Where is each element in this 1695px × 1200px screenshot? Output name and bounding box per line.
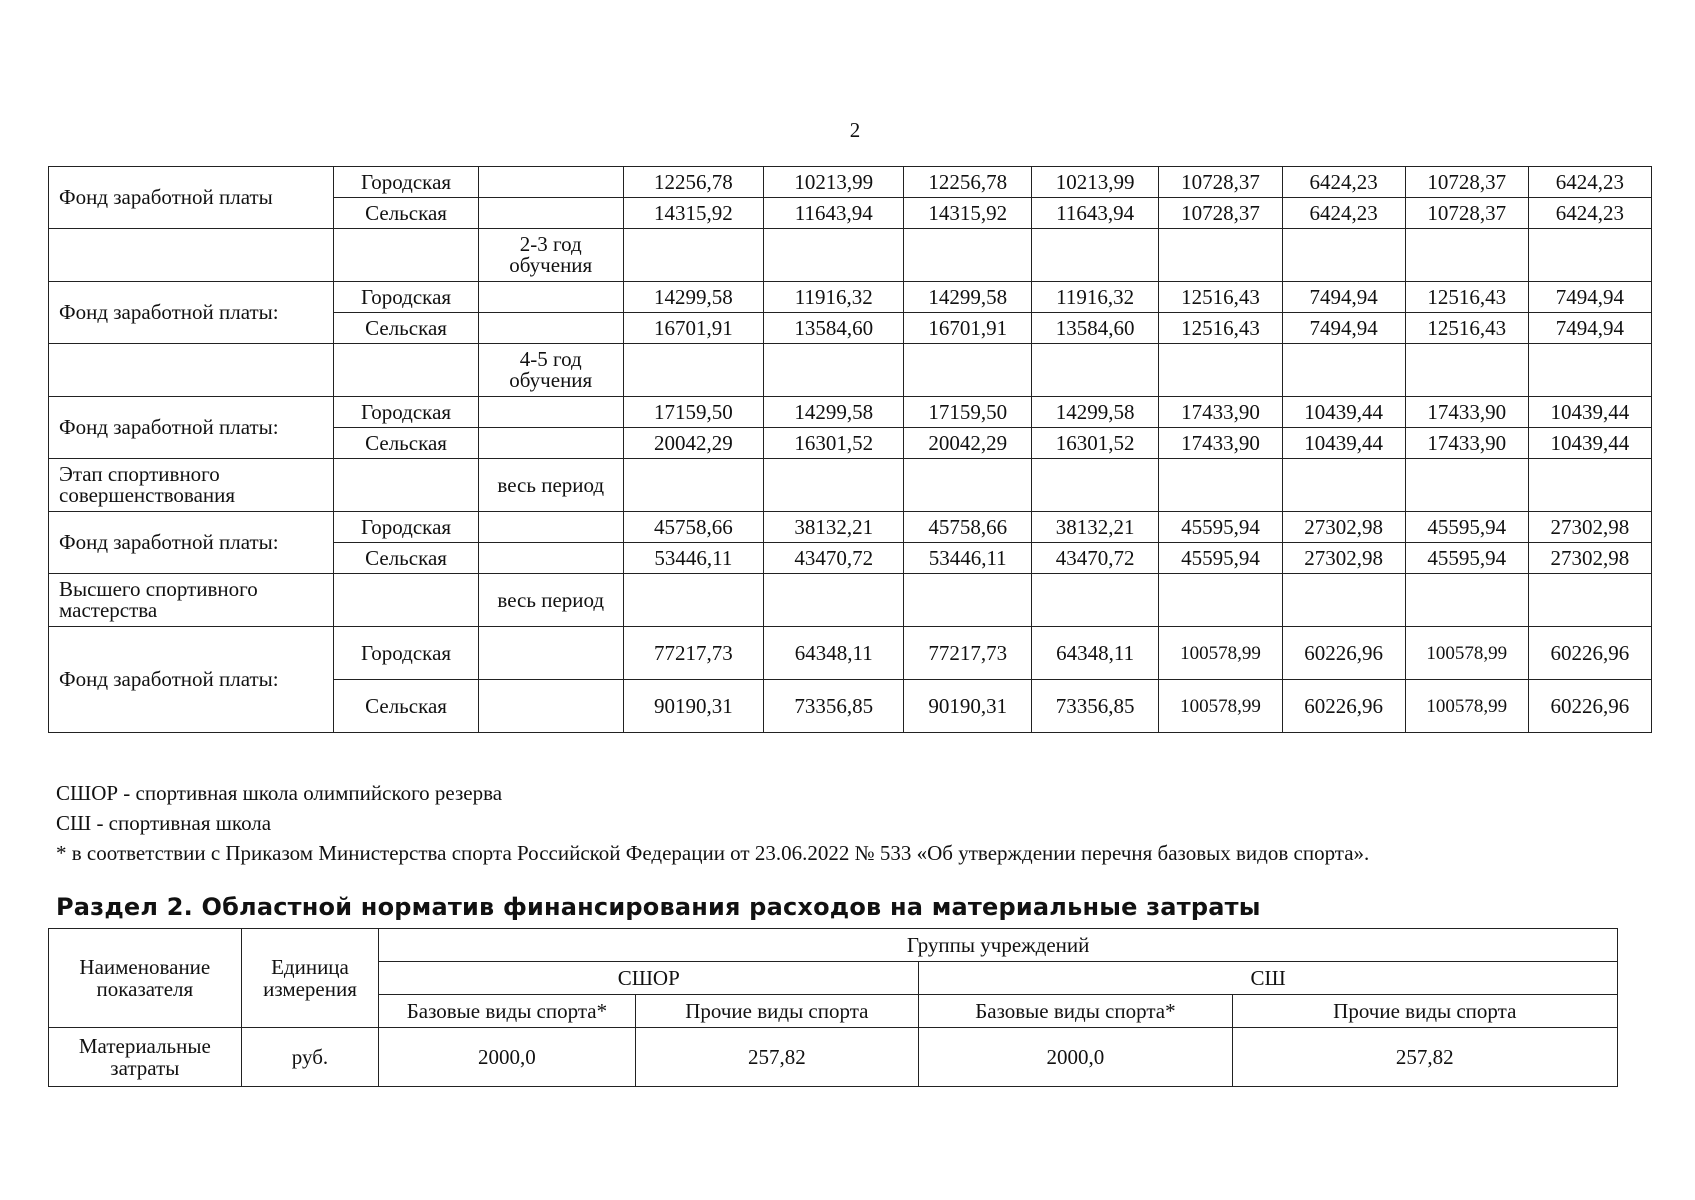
payroll-label: Фонд заработной платы: <box>49 282 334 344</box>
payroll-row <box>49 512 1652 543</box>
payroll-value: 16701,91 <box>623 313 763 344</box>
payroll-value: 14299,58 <box>623 282 763 313</box>
empty-cell <box>478 313 623 344</box>
area-type: Городская <box>334 282 479 313</box>
payroll-value: 53446,11 <box>623 543 763 574</box>
payroll-value: 20042,29 <box>904 428 1031 459</box>
area-type: Городская <box>334 627 479 680</box>
stage-row <box>49 574 1652 627</box>
stage-row <box>49 229 1652 282</box>
payroll-row <box>49 397 1652 428</box>
header-sshor-basic: Базовые виды спорта* <box>379 995 635 1028</box>
stage-period: 4-5 год обучения <box>478 344 623 397</box>
payroll-value: 60226,96 <box>1528 627 1651 680</box>
payroll-value: 17159,50 <box>904 397 1031 428</box>
payroll-value: 100578,99 <box>1405 680 1528 733</box>
payroll-value: 10439,44 <box>1528 397 1651 428</box>
empty-cell <box>1528 459 1651 512</box>
payroll-value: 6424,23 <box>1282 198 1405 229</box>
payroll-row <box>49 167 1652 198</box>
empty-cell <box>623 229 763 282</box>
payroll-value: 10213,99 <box>764 167 904 198</box>
header-ssh-basic: Базовые виды спорта* <box>919 995 1232 1028</box>
note-sshor: СШОР - спортивная школа олимпийского резерва <box>56 781 503 805</box>
empty-cell <box>764 459 904 512</box>
empty-cell <box>1159 229 1282 282</box>
payroll-value: 12256,78 <box>623 167 763 198</box>
empty-cell <box>623 344 763 397</box>
payroll-value: 17433,90 <box>1405 428 1528 459</box>
payroll-value: 43470,72 <box>1031 543 1158 574</box>
empty-cell <box>904 344 1031 397</box>
payroll-value: 11643,94 <box>1031 198 1158 229</box>
empty-cell <box>478 512 623 543</box>
payroll-row <box>49 282 1652 313</box>
area-type: Сельская <box>334 313 479 344</box>
payroll-value: 16701,91 <box>904 313 1031 344</box>
payroll-value: 90190,31 <box>904 680 1031 733</box>
payroll-value: 14299,58 <box>1031 397 1158 428</box>
payroll-value: 100578,99 <box>1159 680 1282 733</box>
payroll-value: 17433,90 <box>1159 428 1282 459</box>
row-value: 2000,0 <box>379 1028 635 1087</box>
empty-cell <box>478 282 623 313</box>
empty-cell <box>764 344 904 397</box>
empty-cell <box>904 574 1031 627</box>
page-number: 2 <box>849 118 861 142</box>
payroll-label: Фонд заработной платы <box>49 167 334 229</box>
empty-cell <box>478 167 623 198</box>
stage-label: Высшего спортивного мастерства <box>49 574 334 627</box>
payroll-value: 7494,94 <box>1282 313 1405 344</box>
empty-cell <box>1031 229 1158 282</box>
payroll-value: 20042,29 <box>623 428 763 459</box>
payroll-value: 7494,94 <box>1528 313 1651 344</box>
payroll-row <box>49 627 1652 680</box>
payroll-value: 11916,32 <box>1031 282 1158 313</box>
payroll-value: 73356,85 <box>1031 680 1158 733</box>
stage-period: весь период <box>478 574 623 627</box>
empty-cell <box>904 459 1031 512</box>
header-indicator-name: Наименование показателя <box>49 929 242 1028</box>
area-type: Городская <box>334 512 479 543</box>
payroll-value: 10728,37 <box>1405 198 1528 229</box>
payroll-value: 16301,52 <box>1031 428 1158 459</box>
empty-cell <box>1282 574 1405 627</box>
header-sshor: СШОР <box>379 962 919 995</box>
payroll-value: 11643,94 <box>764 198 904 229</box>
empty-cell <box>1159 344 1282 397</box>
payroll-value: 27302,98 <box>1282 543 1405 574</box>
row-value: 257,82 <box>635 1028 919 1087</box>
empty-cell <box>334 574 479 627</box>
payroll-value: 27302,98 <box>1528 512 1651 543</box>
payroll-value: 27302,98 <box>1282 512 1405 543</box>
empty-cell <box>1528 574 1651 627</box>
payroll-value: 12516,43 <box>1405 282 1528 313</box>
empty-cell <box>1528 229 1651 282</box>
payroll-value: 64348,11 <box>764 627 904 680</box>
empty-cell <box>1405 344 1528 397</box>
header-unit: Единица измерения <box>241 929 379 1028</box>
payroll-label: Фонд заработной платы: <box>49 627 334 733</box>
payroll-value: 7494,94 <box>1282 282 1405 313</box>
payroll-value: 10213,99 <box>1031 167 1158 198</box>
payroll-value: 13584,60 <box>764 313 904 344</box>
stage-period: 2-3 год обучения <box>478 229 623 282</box>
payroll-value: 14299,58 <box>764 397 904 428</box>
empty-cell <box>478 428 623 459</box>
payroll-value: 45758,66 <box>904 512 1031 543</box>
empty-cell <box>1031 344 1158 397</box>
payroll-value: 17159,50 <box>623 397 763 428</box>
payroll-table <box>48 166 1652 733</box>
empty-cell <box>1031 459 1158 512</box>
payroll-value: 10439,44 <box>1282 397 1405 428</box>
payroll-value: 77217,73 <box>904 627 1031 680</box>
payroll-value: 12256,78 <box>904 167 1031 198</box>
payroll-value: 90190,31 <box>623 680 763 733</box>
payroll-value: 12516,43 <box>1159 313 1282 344</box>
payroll-label: Фонд заработной платы: <box>49 512 334 574</box>
payroll-value: 38132,21 <box>764 512 904 543</box>
header-ssh: СШ <box>919 962 1618 995</box>
empty-cell <box>334 459 479 512</box>
payroll-value: 64348,11 <box>1031 627 1158 680</box>
header-sshor-other: Прочие виды спорта <box>635 995 919 1028</box>
payroll-value: 100578,99 <box>1405 627 1528 680</box>
payroll-value: 10728,37 <box>1159 167 1282 198</box>
empty-cell <box>623 574 763 627</box>
area-type: Сельская <box>334 680 479 733</box>
payroll-value: 13584,60 <box>1031 313 1158 344</box>
payroll-value: 7494,94 <box>1528 282 1651 313</box>
footnotes <box>56 778 1369 868</box>
area-type: Сельская <box>334 428 479 459</box>
stage-row <box>49 459 1652 512</box>
note-order: * в соответствии с Приказом Министерства спорта Российской Федерации от 23.06.2022 № 533 «Об утверждении перечня базовых видов спорта». <box>56 841 1370 865</box>
area-type: Городская <box>334 397 479 428</box>
empty-cell <box>478 397 623 428</box>
payroll-label: Фонд заработной платы: <box>49 397 334 459</box>
empty-cell <box>334 344 479 397</box>
payroll-value: 6424,23 <box>1528 167 1651 198</box>
empty-cell <box>1159 574 1282 627</box>
payroll-value: 60226,96 <box>1282 627 1405 680</box>
payroll-value: 16301,52 <box>764 428 904 459</box>
payroll-value: 27302,98 <box>1528 543 1651 574</box>
payroll-value: 14299,58 <box>904 282 1031 313</box>
stage-period: весь период <box>478 459 623 512</box>
empty-cell <box>1282 344 1405 397</box>
payroll-value: 45758,66 <box>623 512 763 543</box>
payroll-value: 10728,37 <box>1405 167 1528 198</box>
empty-cell <box>764 229 904 282</box>
section-title: Раздел 2. Областной норматив финансирования расходов на материальные затраты <box>56 893 1261 921</box>
empty-cell <box>764 574 904 627</box>
header-ssh-other: Прочие виды спорта <box>1232 995 1617 1028</box>
empty-cell <box>478 680 623 733</box>
payroll-value: 73356,85 <box>764 680 904 733</box>
row-value: 257,82 <box>1232 1028 1617 1087</box>
empty-cell <box>623 459 763 512</box>
payroll-value: 45595,94 <box>1405 512 1528 543</box>
payroll-value: 12516,43 <box>1159 282 1282 313</box>
payroll-value: 100578,99 <box>1159 627 1282 680</box>
empty-cell <box>478 198 623 229</box>
stage-label: Этап спортивного совершенствования <box>49 459 334 512</box>
note-ssh: СШ - спортивная школа <box>56 811 272 835</box>
area-type: Сельская <box>334 198 479 229</box>
payroll-value: 14315,92 <box>623 198 763 229</box>
payroll-value: 45595,94 <box>1159 512 1282 543</box>
empty-cell <box>478 543 623 574</box>
empty-cell <box>1159 459 1282 512</box>
empty-cell <box>478 627 623 680</box>
payroll-value: 10439,44 <box>1528 428 1651 459</box>
empty-cell <box>1528 344 1651 397</box>
payroll-value: 45595,94 <box>1405 543 1528 574</box>
material-costs-table <box>48 928 1618 1087</box>
payroll-value: 60226,96 <box>1282 680 1405 733</box>
empty-cell <box>1405 574 1528 627</box>
payroll-value: 10728,37 <box>1159 198 1282 229</box>
payroll-value: 77217,73 <box>623 627 763 680</box>
stage-label <box>49 229 334 282</box>
header-groups: Группы учреждений <box>379 929 1618 962</box>
payroll-value: 43470,72 <box>764 543 904 574</box>
payroll-value: 38132,21 <box>1031 512 1158 543</box>
payroll-value: 14315,92 <box>904 198 1031 229</box>
payroll-value: 6424,23 <box>1282 167 1405 198</box>
empty-cell <box>1282 229 1405 282</box>
area-type: Сельская <box>334 543 479 574</box>
row-name: Материальные затраты <box>49 1028 242 1087</box>
payroll-value: 45595,94 <box>1159 543 1282 574</box>
area-type: Городская <box>334 167 479 198</box>
payroll-value: 6424,23 <box>1528 198 1651 229</box>
empty-cell <box>1031 574 1158 627</box>
payroll-value: 17433,90 <box>1159 397 1282 428</box>
empty-cell <box>1405 229 1528 282</box>
payroll-value: 10439,44 <box>1282 428 1405 459</box>
row-unit: руб. <box>241 1028 379 1087</box>
stage-label <box>49 344 334 397</box>
empty-cell <box>1405 459 1528 512</box>
stage-row <box>49 344 1652 397</box>
payroll-value: 53446,11 <box>904 543 1031 574</box>
row-value: 2000,0 <box>919 1028 1232 1087</box>
empty-cell <box>1282 459 1405 512</box>
payroll-value: 11916,32 <box>764 282 904 313</box>
empty-cell <box>334 229 479 282</box>
payroll-value: 60226,96 <box>1528 680 1651 733</box>
payroll-value: 17433,90 <box>1405 397 1528 428</box>
empty-cell <box>904 229 1031 282</box>
payroll-value: 12516,43 <box>1405 313 1528 344</box>
